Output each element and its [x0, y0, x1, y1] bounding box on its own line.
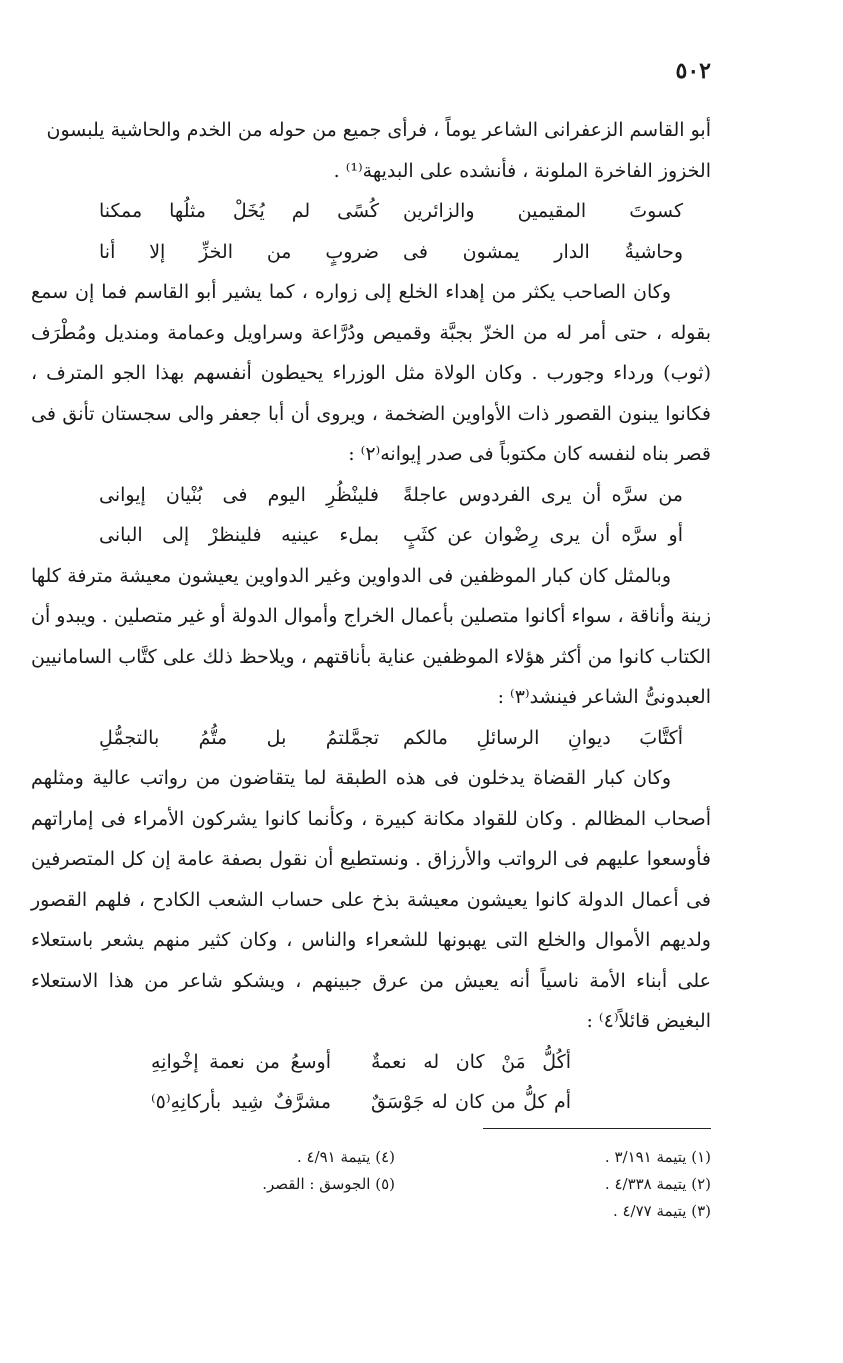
verse-hemistich-second: بملء عينيه فلينظرْ إلى البانى — [99, 524, 379, 546]
verse-hemistich-second: فلينْظُرِ اليوم فى بُنْيان إيوانى — [99, 483, 379, 506]
verse-line — [31, 232, 711, 273]
verse-hemistich-first: وحاشيةُ الدار يمشون فى — [403, 240, 683, 263]
paragraph-1-line-1: أبو القاسم الزعفرانى الشاعر يوماً ، فرأى جميع من حوله من الخدم والحاشية يلبسون — [46, 119, 711, 141]
paragraph-1-line-2: الخزوز الفاخرة الملونة ، فأنشده على البديهة⁽¹⁾ . — [333, 159, 711, 182]
footnotes-column-left — [262, 1144, 395, 1198]
verse-hemistich-first: أو سرَّه أن يرى رِضْوان عن كثَبٍ — [403, 524, 683, 546]
page-number: ٥٠٢ — [675, 58, 711, 84]
verse-hemistich-second: كُسًى لم يُخَلْ مثلُها ممكنا — [99, 200, 379, 222]
main-text — [31, 110, 711, 1123]
verse-hemistich-first: من سرَّه أن يرى الفردوس عاجلةً — [403, 483, 683, 506]
paragraph-4: وكان كبار القضاة يدخلون فى هذه الطبقة لما يتقاضون من رواتب عالية ومثلهم أصحاب المظالم . وكان للقواد مكانة كبيرة ، وكأنما كانوا يشركون الأمراء فى إماراتهم فأوسعوا عليهم فى الرواتب والأرزاق . ونستطيع أن نقول بصفة عامة إن كل المتصرفين فى أعمال الدولة كانوا يعيشون معيشة بذخ على حساب الشعب الكادح ، فلهم القصور ولديهم الأموال والخلع التى يهبونها للشعراء والناس ، وكان كثير منهم يشعر باستعلاء على أبناء الأمة ناسياً أنه يعيش من عرق جبينهم ، ويشكو شاعر من هذا الاستعلاء البغيض قائلاً⁽٤⁾ : — [31, 767, 711, 1032]
verse-block-4 — [31, 1042, 711, 1123]
verse-hemistich-first: أكتَّابَ ديوانِ الرسائلِ مالكم — [403, 726, 683, 749]
verse-line — [31, 1042, 711, 1083]
verse-line — [31, 515, 711, 556]
verse-hemistich-second: تجمَّلتمُ بل متُّمُ بالتجمُّلِ — [99, 726, 379, 749]
paragraph-3: وبالمثل كان كبار الموظفين فى الدواوين وغير الدواوين يعيشون معيشة مترفة كلها زينة وأناقة ، سواء أكانوا متصلين بأعمال الخراج وأموال الدولة أو غير متصلين . ويبدو أن الكتاب كانوا من أكثر هؤلاء الموظفين عناية بأناقتهم ، ويلاحظ ذلك على كتَّاب السامانيين العبدونىُّ الشاعر فينشد⁽٣⁾ : — [31, 564, 711, 708]
verse-hemistich-second: أوسعُ من نعمة إخْوانِهِ — [151, 1050, 331, 1073]
verse-block-2 — [31, 475, 711, 556]
footnote-5: (٥) الجوسق : القصر. — [262, 1175, 395, 1193]
footnote-2: (٢) يتيمة ٤/٣٣٨ . — [604, 1175, 711, 1193]
verse-hemistich-first: كسوتَ المقيمين والزائرين — [403, 200, 683, 222]
verse-hemistich-first: أم كلُّ من كان له جَوْسَقٌ — [371, 1091, 571, 1113]
paragraph-2: وكان الصاحب يكثر من إهداء الخلع إلى زواره ، كما يشير أبو القاسم فما إن سمع بقوله ، حتى أمر له من الخزّ بجبَّة وقميص ودُرَّاعة وسراويل وعمامة ومنديل ومُطْرَف (ثوب) ورداء وجورب . وكان الولاة مثل الوزراء يحيطون أنفسهم بهذا الجو المترف ، فكانوا يبنون القصور ذات الأواوين الضخمة ، ويروى أن أبا جعفر والى سجستان تأنق فى قصر بناه لنفسه كان مكتوباً فى صدر إيوانه⁽٢⁾ : — [31, 281, 711, 465]
verse-hemistich-first: أكُلُّ مَنْ كان له نعمةٌ — [371, 1050, 571, 1073]
footnote-4: (٤) يتيمة ٤/٩١ . — [296, 1148, 395, 1166]
verse-hemistich-second: مشرَّفٌ شِيد بأركانِهِ⁽٥⁾ — [151, 1091, 331, 1113]
verse-line — [31, 1082, 711, 1123]
footnotes-column-right — [605, 1144, 711, 1225]
verse-line — [31, 718, 711, 759]
footnote-1: (١) يتيمة ٣/١٩١ . — [604, 1148, 711, 1166]
footnote-3: (٣) يتيمة ٤/٧٧ . — [612, 1202, 711, 1220]
verse-line — [31, 191, 711, 232]
verse-block-1 — [31, 191, 711, 272]
footnote-divider — [483, 1128, 711, 1129]
verse-block-3 — [31, 718, 711, 759]
verse-hemistich-second: ضروبٍ من الخزِّ إلا أنا — [99, 240, 379, 263]
verse-line — [31, 475, 711, 516]
